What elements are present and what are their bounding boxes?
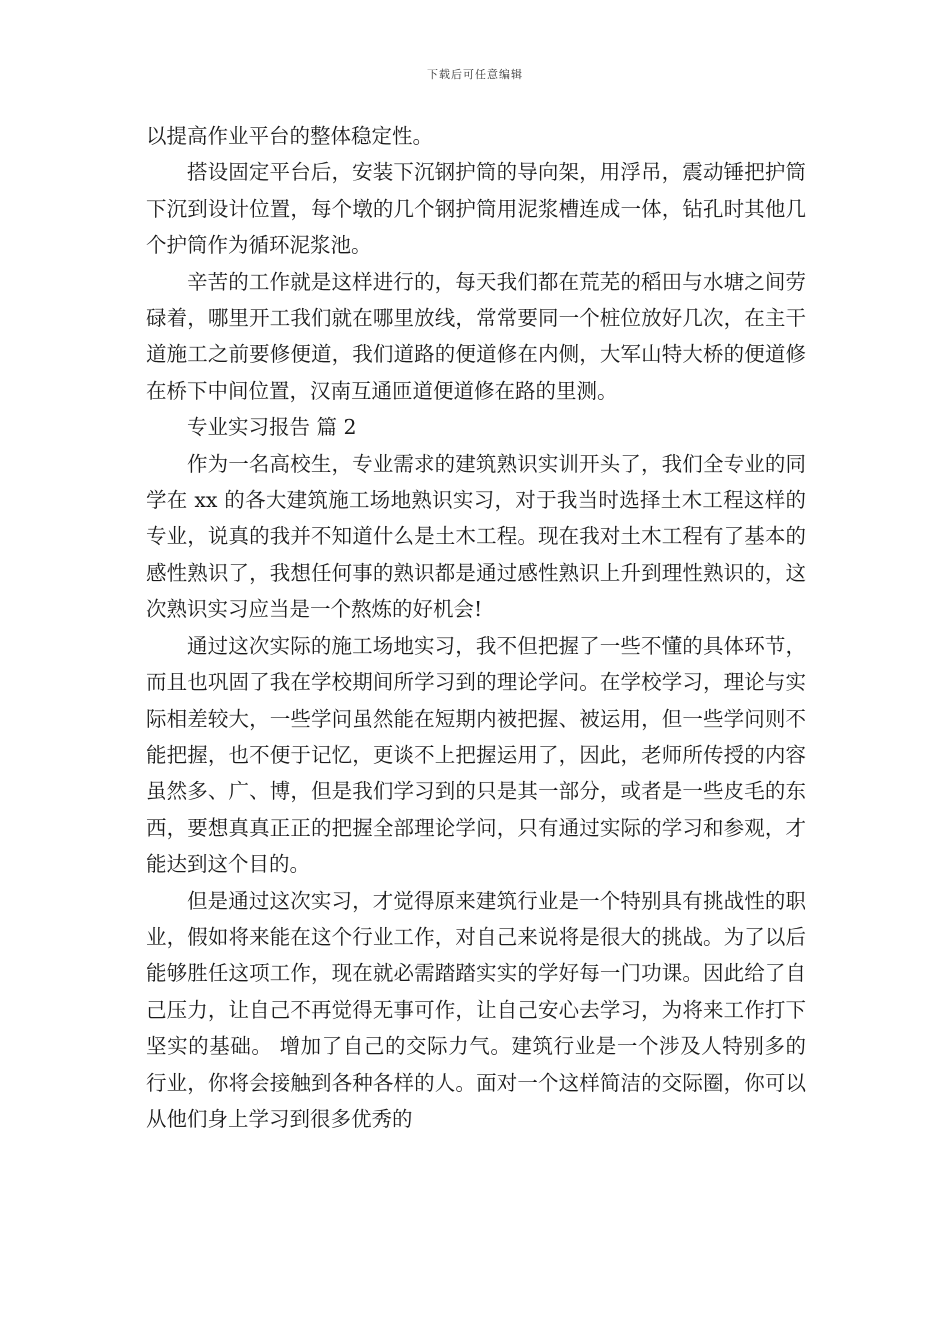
paragraph: 搭设固定平台后，安装下沉钢护筒的导向架，用浮吊，震动锤把护筒下沉到设计位置，每个墩的几个钢护筒用泥浆槽连成一体，钻孔时其他几个护筒作为循环泥浆池。	[146, 160, 806, 258]
paragraph-continued: 以提高作业平台的整体稳定性。	[146, 124, 433, 148]
page-header: 下载后可任意编辑	[427, 68, 523, 81]
paragraph: 作为一名高校生，专业需求的建筑熟识实训开头了，我们全专业的同学在 xx 的各大建筑施工场地熟识实习，对于我当时选择土木工程这样的专业，说真的我并不知道什么是土木工程。现在我对土木工程有了基本的感性熟识了，我想任何事的熟识都是通过感性熟识上升到理性熟识的，这次熟识实习应当是一个熬炼的好机会!	[146, 451, 806, 622]
paragraph: 通过这次实际的施工场地实习，我不但把握了一些不懂的具体环节，而且也巩固了我在学校期间所学习到的理论学问。在学校学习，理论与实际相差较大，一些学问虽然能在短期内被把握、被运用，但一些学问则不能把握，也不便于记忆，更谈不上把握运用了，因此，老师所传授的内容虽然多、广、博，但是我们学习到的只是其一部分，或者是一些皮毛的东西，要想真真正正的把握全部理论学问，只有通过实际的学习和参观，才能达到这个目的。	[146, 633, 806, 877]
section-heading: 专业实习报告 篇 2	[187, 415, 357, 440]
paragraph: 辛苦的工作就是这样进行的，每天我们都在荒芜的稻田与水塘之间劳碌着，哪里开工我们就在哪里放线，常常要同一个桩位放好几次，在主干道施工之前要修便道，我们道路的便道修在内侧，大军山特大桥的便道修在桥下中间位置，汉南互通匝道便道修在路的里测。	[146, 269, 806, 403]
paragraph: 但是通过这次实习，才觉得原来建筑行业是一个特别具有挑战性的职业，假如将来能在这个行业工作，对自己来说将是很大的挑战。为了以后能够胜任这项工作，现在就必需踏踏实实的学好每一门功课。因此给了自己压力，让自己不再觉得无事可作，让自己安心去学习，为将来工作打下坚实的基础。 增加了自己的交际力气。建筑行业是一个涉及人特别多的行业，你将会接触到各种各样的人。面对一个这样简洁的交际圈，你可以从他们身上学习到很多优秀的	[146, 888, 806, 1131]
document-body	[146, 118, 806, 1137]
